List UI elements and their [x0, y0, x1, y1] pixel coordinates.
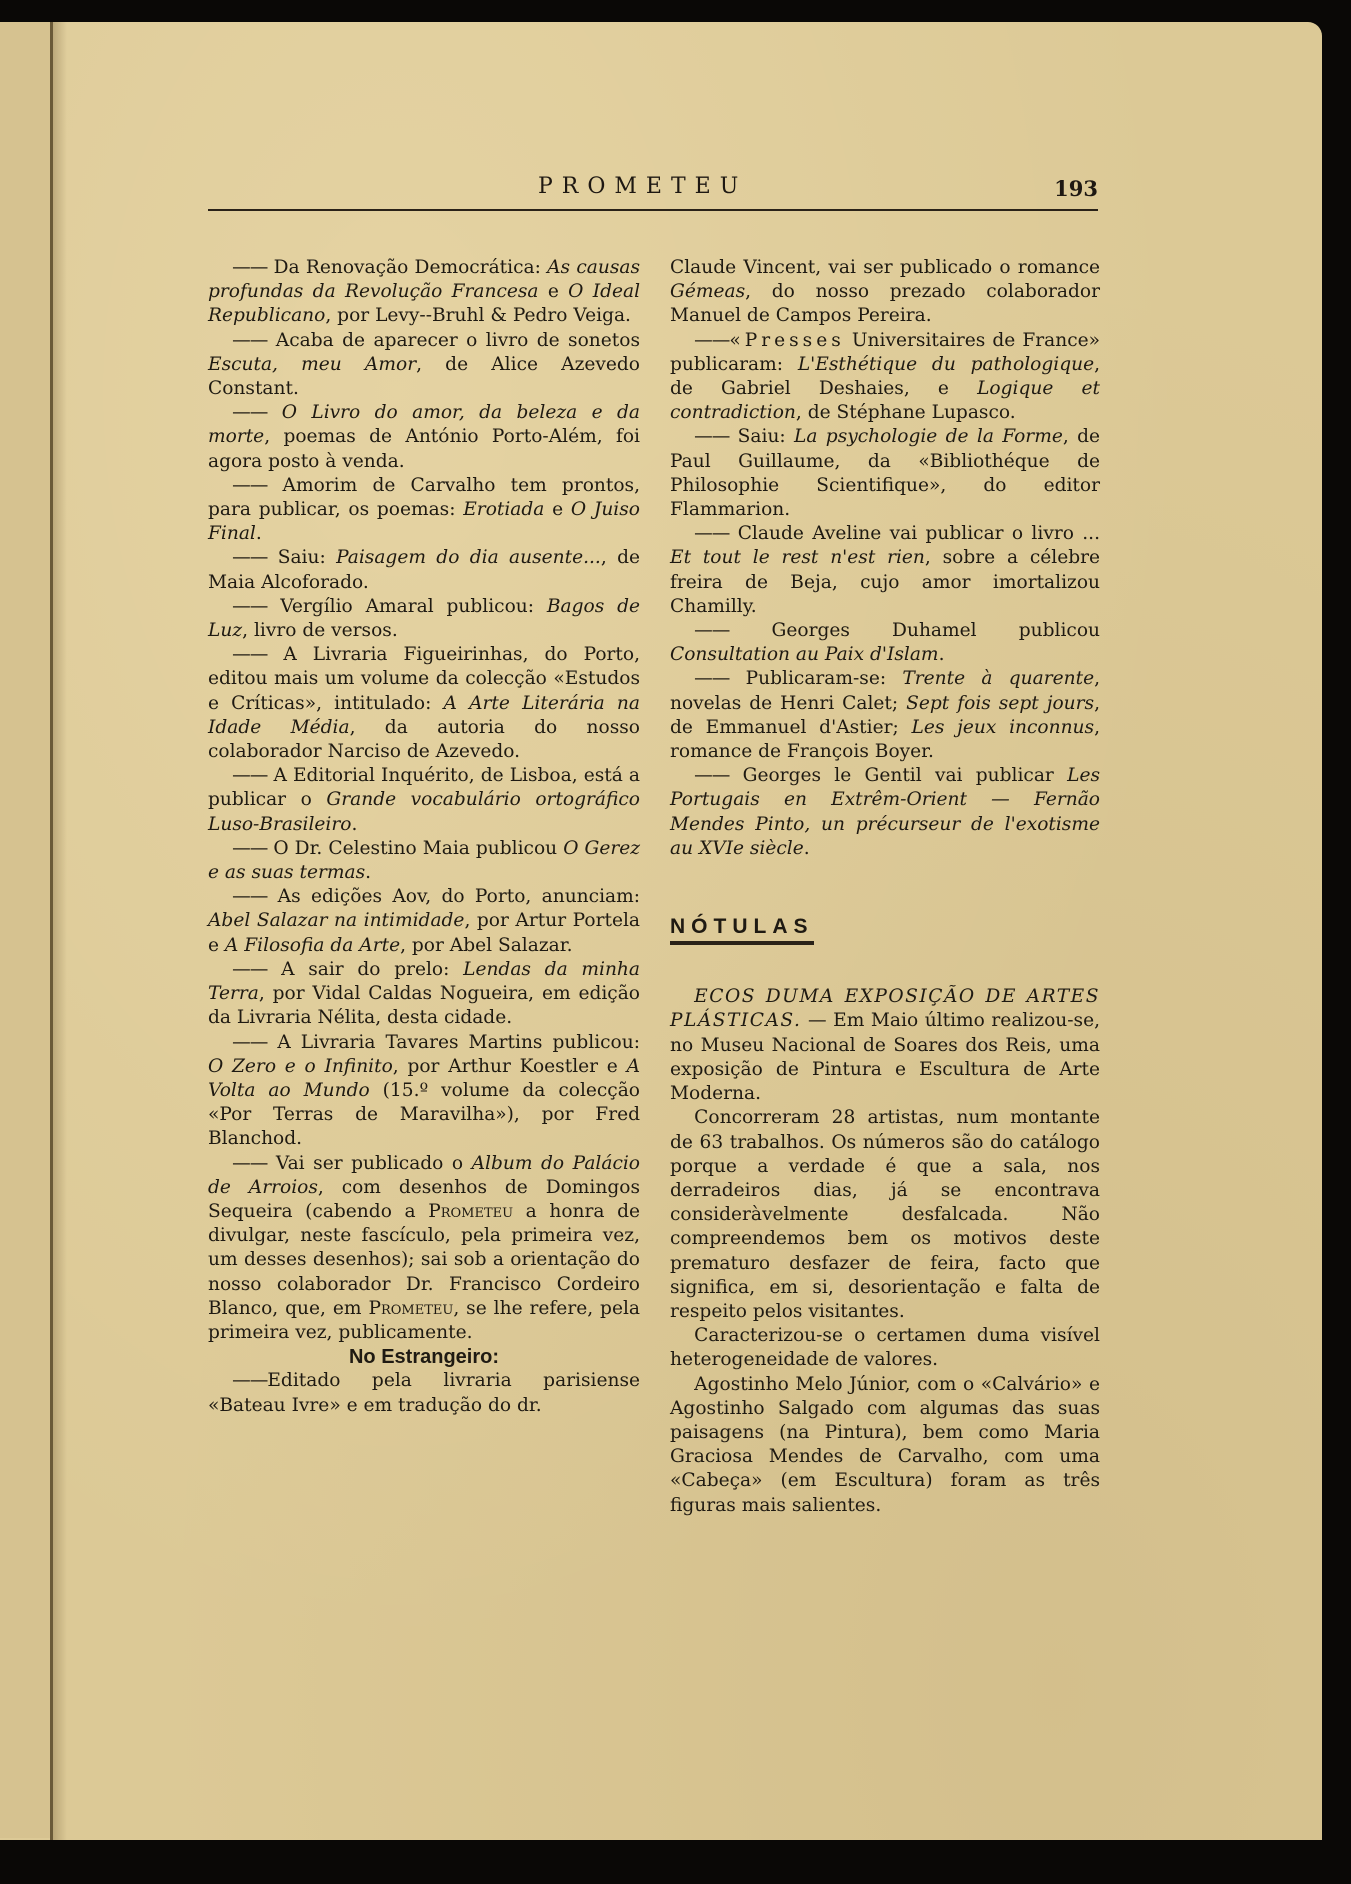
title-italic: Sept fois sept jours [906, 692, 1095, 714]
text-run: . [803, 837, 810, 859]
text-run: Vai ser publicado o [267, 1152, 472, 1174]
text-run: , com desenhos de Domingos Sequeira (cabendo a [208, 1176, 640, 1222]
text-run: . [938, 644, 945, 666]
title-italic: Les Portugais en Extrêm-Orient — Fernão Mendes Pinto, un précurseur de l'exotisme au XVIe siècle [670, 765, 1100, 859]
title-italic: Les jeux inconnus [911, 716, 1095, 738]
news-item [208, 1031, 640, 1152]
right-column [670, 256, 1100, 1518]
text-run: O Dr. Celestino Maia publicou [267, 837, 564, 859]
text-run: Claude Vincent, vai ser publicado o romance [670, 257, 1100, 278]
title-italic: Consultation au Paix d'Islam [670, 644, 939, 666]
text-run: , sobre a célebre freira de Beja, cujo amor imortalizou Chamilly. [670, 547, 1100, 617]
text-run: — Em Maio último realizou-se, no Museu Nacional de Soares dos Reis, uma exposição de Pintura e Escultura de Arte Moderna. [670, 1010, 1100, 1105]
text-run: , se lhe refere, pela primeira vez, publicamente. [208, 1297, 640, 1343]
text-run: , por Abel Salazar. [400, 934, 573, 956]
news-item [208, 643, 640, 764]
text-run: e [544, 499, 571, 521]
text-run: a honra de divulgar, neste fascículo, pela primeira vez, um desses desenhos); sai sob a orientação do nosso colaborador Dr. Francisco Cordeiro Blanco, que, em [208, 1200, 640, 1319]
title-italic: Abel Salazar na intimidade [208, 910, 465, 932]
em-dash: —— [232, 402, 268, 424]
em-dash: —— [232, 329, 268, 351]
news-item [208, 958, 640, 1031]
notulas-article [670, 985, 1100, 1517]
text-run: Georges Duhamel publicou [729, 620, 1100, 642]
em-dash: —— [232, 644, 268, 666]
journal-name-smallcaps: Prometeu [428, 1200, 514, 1222]
news-item [208, 837, 640, 885]
title-italic: Paisagem do dia ausente... [336, 547, 601, 569]
em-dash: —— [694, 329, 730, 351]
em-dash: —— [232, 547, 268, 569]
text-run: , de Emmanuel d'Astier; [670, 692, 1100, 738]
news-item [670, 764, 1100, 861]
news-list [208, 256, 640, 1345]
news-item [208, 764, 640, 837]
text-run: Vergílio Amaral publicou: [267, 595, 547, 617]
text-run: , da autoria do nosso colaborador Narciso de Azevedo. [208, 716, 640, 763]
em-dash: —— [232, 1370, 268, 1392]
text-run: (15.º volume da colecção «Por Terras de Maravilha»), por Fred Blanchod. [208, 1079, 640, 1150]
text-run: , por Artur Portela e [208, 910, 640, 956]
notulas-section-title: NÓTULAS [670, 915, 814, 945]
gutter-shadow [53, 22, 67, 1842]
title-italic: Lendas da minha Terra [208, 958, 640, 1005]
article-paragraph [670, 1324, 1100, 1372]
text-run: , novelas de Henri Calet; [670, 668, 1100, 714]
page-number: 193 [1054, 176, 1098, 201]
title-italic: O Livro do amor, da beleza e da morte [208, 402, 640, 448]
text-run: A Livraria Figueirinhas, do Porto, editou mais um volume da colecção «Estudos e Críticas», intitulado: [208, 644, 640, 714]
news-item [670, 425, 1100, 522]
em-dash: —— [694, 523, 730, 545]
header-rule [208, 209, 1098, 211]
em-dash: —— [694, 426, 730, 448]
title-italic: As causas profundas da Revolução Francesa [208, 257, 640, 303]
title-italic: Logique et contradiction [670, 378, 1100, 424]
news-item [208, 329, 640, 402]
text-run: , por Vidal Caldas Nogueira, em edição da Livraria Nélita, desta cidade. [208, 983, 640, 1029]
text-run: Georges le Gentil vai publicar [729, 765, 1068, 787]
left-column [208, 256, 640, 1418]
em-dash: —— [232, 257, 268, 278]
text-run: , de Gabriel Deshaies, e [670, 353, 1101, 400]
section-subheading: No Estrangeiro: [348, 1346, 500, 1369]
news-item [670, 522, 1100, 619]
running-header [208, 174, 1098, 208]
article-paragraph [670, 1106, 1100, 1324]
text-run: , de Maia Alcoforado. [208, 547, 640, 593]
foreign-news-list-continued [670, 329, 1100, 861]
title-italic: A Arte Literária na Idade Média [208, 692, 640, 738]
text-run: Acaba de aparecer o livro de sonetos [267, 329, 640, 351]
news-item [208, 885, 640, 958]
news-item [670, 619, 1100, 667]
news-item [208, 1152, 640, 1346]
text-run: , poemas de António Porto-Além, foi agora posto à venda. [208, 426, 640, 472]
em-dash: —— [232, 765, 268, 787]
text-run: , do nosso prezado colaborador Manuel de Campos Pereira. [670, 281, 1100, 327]
title-italic: Grande vocabulário ortográfico Luso-Brasileiro [208, 789, 640, 835]
text-run: Amorim de Carvalho tem prontos, para publicar, os poemas: [208, 474, 640, 521]
news-item [208, 256, 640, 329]
title-italic: Bagos de Luz [208, 595, 640, 642]
title-italic: A Volta ao Mundo [208, 1055, 640, 1101]
news-item [670, 329, 1100, 426]
text-run: Editado pela livraria parisiense «Bateau Ivre» e em tradução do dr. [208, 1370, 640, 1416]
text-run: , de Stéphane Lupasco. [795, 402, 1016, 424]
text-run [267, 402, 281, 423]
title-italic: Et tout le rest n'est rien [670, 547, 925, 569]
em-dash: —— [232, 474, 268, 496]
em-dash: —— [694, 668, 730, 690]
text-run: , romance de François Boyer. [670, 716, 1100, 763]
em-dash: —— [694, 765, 730, 787]
em-dash: —— [232, 958, 268, 980]
article-paragraph [670, 985, 1100, 1106]
article-paragraph [670, 1373, 1100, 1518]
title-italic: O Gerez e as suas termas [208, 837, 641, 884]
text-run: Saiu: [729, 426, 795, 448]
news-item [208, 1369, 640, 1417]
spaced-text: «Presses [729, 329, 845, 351]
journal-name-smallcaps: Prometeu [368, 1297, 454, 1319]
title-italic: Album do Palácio de Arroios [208, 1152, 640, 1198]
title-italic: O Ideal Republicano [208, 281, 641, 327]
article-heading: ECOS DUMA EXPOSIÇÃO DE ARTES PLÁSTICAS. [670, 986, 1100, 1032]
text-run: . [365, 862, 372, 884]
text-run: A Editorial Inquérito, de Lisboa, está a publicar o [208, 765, 640, 811]
text-run: . [255, 523, 262, 545]
scan-border-bottom [0, 1840, 1351, 1884]
scanned-page [0, 22, 1322, 1874]
title-italic: A Filosofia da Arte [224, 934, 401, 956]
news-item [208, 546, 640, 594]
text-run: Publicaram-se: [729, 668, 903, 690]
text-run: , por Arthur Koestler e [392, 1055, 627, 1077]
title-italic: La psychologie de la Forme [794, 426, 1063, 448]
text-run: , de Alice Azevedo Constant. [208, 353, 640, 400]
news-item [208, 595, 640, 643]
text-run: , de Paul Guillaume, da «Bibliothéque de Philosophie Scientifique», do editor Flammarion. [670, 426, 1100, 521]
text-run: Concorreram 28 artistas, num montante de 63 trabalhos. Os números são do catálogo porque a verdade é que a sala, nos derradeiros dias, já se encontrava consideràvelmente desfalcada. Não compreendemos bem os motivos deste prematuro desfazer de feira, facto que significa, em si, desorientação e falta de respeito pelos visitantes. [670, 1107, 1100, 1322]
text-run: Universitaires de France» publicaram: [670, 329, 1100, 375]
text-run: Claude Aveline vai publicar o livro ... [729, 523, 1100, 545]
journal-title: PROMETEU [538, 174, 748, 199]
title-italic: O Juiso Final [208, 499, 640, 545]
title-italic: L'Esthétique du pathologique [797, 353, 1095, 375]
em-dash: —— [232, 837, 268, 859]
em-dash: —— [232, 1152, 268, 1174]
text-run: , por Levy--Bruhl & Pedro Veiga. [325, 305, 631, 327]
facing-page-edge [0, 22, 50, 1838]
news-item [670, 667, 1100, 764]
continued-paragraph [670, 256, 1100, 329]
text-run: Caracterizou-se o certamen duma visível heterogeneidade de valores. [670, 1325, 1100, 1371]
title-italic: Erotiada [463, 499, 545, 521]
text-run: Saiu: [267, 547, 337, 569]
em-dash: —— [232, 595, 268, 617]
text-run: e [538, 281, 569, 303]
title-italic: Escuta, meu Amor [208, 353, 417, 375]
text-run: . [351, 813, 358, 835]
text-run: , livro de versos. [242, 620, 398, 642]
em-dash: —— [694, 620, 730, 642]
text-run: A Livraria Tavares Martins publicou: [267, 1031, 640, 1053]
foreign-news-list [208, 1369, 640, 1417]
text-run: Da Renovação Democrática: [267, 257, 548, 278]
text-run: Agostinho Melo Júnior, com o «Calvário» e Agostinho Salgado com algumas das suas paisagens (na Pintura), bem como Maria Graciosa Mendes de Carvalho, com uma «Cabeça» (em Escultura) foram as três figuras mais salientes. [670, 1373, 1100, 1516]
text-run: A sair do prelo: [267, 958, 464, 980]
title-italic: Gémeas [670, 281, 746, 303]
em-dash: —— [232, 886, 268, 908]
news-item [208, 401, 640, 474]
em-dash: —— [232, 1031, 268, 1053]
text-run: As edições Aov, do Porto, anunciam: [267, 886, 640, 908]
title-italic: Trente à quarente [902, 668, 1095, 690]
title-italic: O Zero e o Infinito [208, 1055, 393, 1077]
news-item [208, 474, 640, 547]
